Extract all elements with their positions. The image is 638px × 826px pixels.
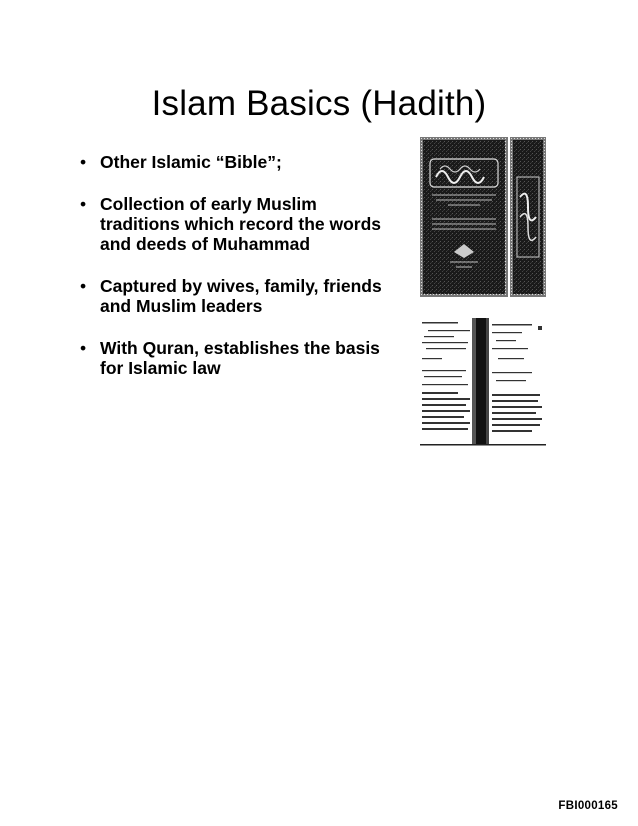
- open-book-pages-icon: [420, 318, 546, 448]
- bullet-item: [70, 276, 400, 316]
- bullet-text: With Quran, establishes the basis for Islamic law: [100, 338, 380, 378]
- bullet-item: [70, 338, 400, 378]
- bullet-marker: •: [80, 276, 87, 296]
- bullet-marker: •: [80, 338, 87, 358]
- bullet-text: Other Islamic “Bible”;: [100, 152, 282, 172]
- bullet-list: [70, 152, 400, 378]
- bullet-text: Collection of early Muslim traditions which record the words and deeds of Muhammad: [100, 194, 382, 254]
- bullet-item: [70, 152, 400, 172]
- slide-title: Islam Basics (Hadith): [151, 84, 487, 123]
- bullet-marker: •: [80, 152, 87, 172]
- bullet-marker: •: [80, 194, 87, 214]
- document-id: FBI000165: [558, 800, 618, 812]
- bullet-text: Captured by wives, family, friends and Muslim leaders: [100, 276, 382, 316]
- hadith-book-cover-icon: [420, 137, 546, 297]
- bullet-item: [70, 194, 400, 254]
